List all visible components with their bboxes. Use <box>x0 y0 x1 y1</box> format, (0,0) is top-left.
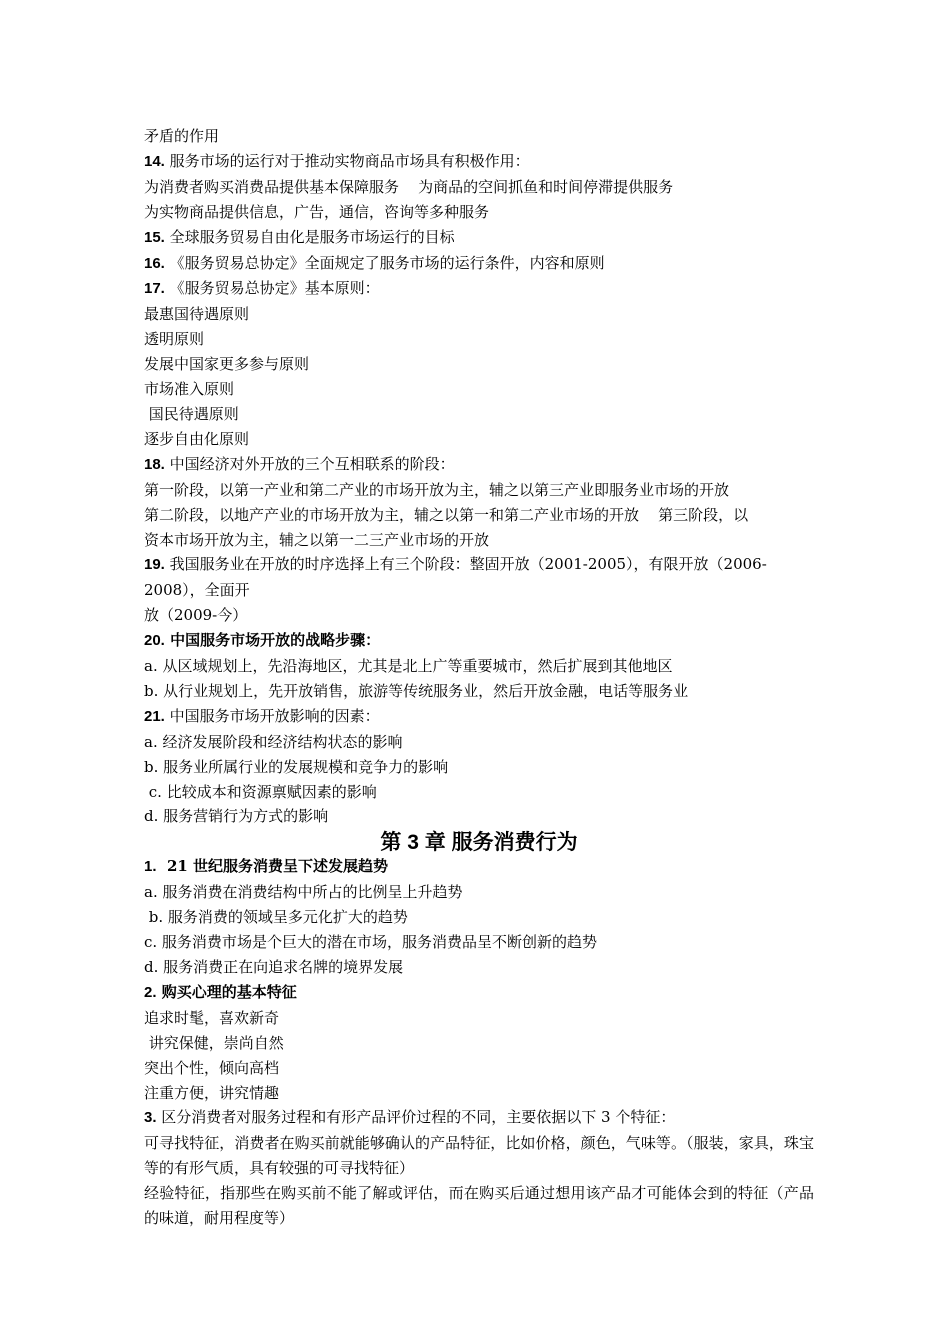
line-text: 注重方便，讲究情趣 <box>144 1083 280 1102</box>
text-line <box>144 327 814 352</box>
text-line <box>144 905 814 930</box>
item-number: 19. <box>144 556 165 574</box>
line-text: 21 世纪服务消费呈下述发展趋势 <box>156 857 389 876</box>
text-line <box>144 679 814 704</box>
text-line <box>144 427 814 452</box>
line-text: b. 服务消费的领域呈多元化扩大的趋势 <box>144 908 408 927</box>
line-text: a. 经济发展阶段和经济结构状态的影响 <box>144 732 403 751</box>
line-text: 市场准入原则 <box>144 380 235 399</box>
text-line <box>144 955 814 980</box>
text-line <box>144 124 814 149</box>
text-line <box>144 251 814 277</box>
text-line <box>144 225 814 251</box>
text-line <box>144 377 814 402</box>
line-text: 发展中国家更多参与原则 <box>144 355 310 374</box>
line-text: 第一阶段，以第一产业和第二产业的市场开放为主，辅之以第三产业即服务业市场的开放 <box>144 480 730 499</box>
chapter-title: 第 3 章 服务消费行为 <box>380 831 578 855</box>
line-text: 全球服务贸易自由化是服务市场运行的目标 <box>164 227 455 246</box>
line-text: 2008），全面开 <box>144 581 250 600</box>
line-text: 透明原则 <box>144 330 205 349</box>
text-line <box>144 302 814 327</box>
text-line <box>144 175 814 200</box>
text-line <box>144 276 814 302</box>
item-number: 14. <box>144 152 165 170</box>
item-number: 16. <box>144 254 165 272</box>
line-text: b. 服务业所属行业的发展规模和竞争力的影响 <box>144 757 449 776</box>
item-number: 3. <box>144 1109 157 1127</box>
line-text: 逐步自由化原则 <box>144 429 250 448</box>
text-line <box>144 528 814 553</box>
text-line <box>144 1081 814 1106</box>
text-line <box>144 478 814 503</box>
line-text: 第二阶段，以地产产业的市场开放为主，辅之以第一和第二产业市场的开放 第三阶段，以 <box>144 505 749 524</box>
line-text: c. 比较成本和资源禀赋因素的影响 <box>144 782 377 801</box>
text-line <box>144 654 814 679</box>
line-text: 讲究保健，崇尚自然 <box>144 1033 284 1052</box>
item-number: 1. <box>144 858 157 876</box>
line-text: 中国服务市场开放的战略步骤： <box>164 631 381 650</box>
line-text: 中国经济对外开放的三个互相联系的阶段： <box>164 454 455 473</box>
line-text: 《服务贸易总协定》全面规定了服务市场的运行条件，内容和原则 <box>164 253 605 272</box>
text-line <box>144 1181 814 1231</box>
text-line <box>144 1131 814 1181</box>
item-number: 15. <box>144 228 165 246</box>
item-number: 18. <box>144 455 165 473</box>
text-line <box>144 1105 814 1131</box>
item-number: 17. <box>144 280 165 298</box>
line-text: 可寻找特征，消费者在购买前就能够确认的产品特征，比如价格，颜色，气味等。（服装，家具，珠宝等的有形气质，具有较强的可寻找特征） <box>144 1134 814 1178</box>
line-text: 资本市场开放为主，辅之以第一二三产业市场的开放 <box>144 530 490 549</box>
line-text: 服务市场的运行对于推动实物商品市场具有积极作用： <box>164 151 530 170</box>
line-text: 中国服务市场开放影响的因素： <box>164 706 380 725</box>
text-line <box>144 603 814 628</box>
text-line <box>144 880 814 905</box>
text-line <box>144 352 814 377</box>
line-text: c. 服务消费市场是个巨大的潜在市场，服务消费品呈不断创新的趋势 <box>144 933 597 952</box>
text-block-chapter-2-continued <box>144 124 814 829</box>
line-text: d. 服务营销行为方式的影响 <box>144 807 329 826</box>
text-line <box>144 1031 814 1056</box>
item-number: 20. <box>144 632 165 650</box>
line-text: 突出个性，倾向高档 <box>144 1058 280 1077</box>
line-text: 放（2009-今） <box>144 606 248 625</box>
line-text: 经验特征，指那些在购买前不能了解或评估，而在购买后通过想用该产品才可能体会到的特征（产品的味道，耐用程度等） <box>144 1184 814 1228</box>
line-text: b. 从行业规划上，先开放销售，旅游等传统服务业，然后开放金融，电话等服务业 <box>144 681 689 700</box>
text-line <box>144 628 814 654</box>
item-number: 2. <box>144 983 157 1001</box>
line-text: 我国服务业在开放的时序选择上有三个阶段：整固开放（2001-2005），有限开放（2006- <box>164 555 767 574</box>
text-line <box>144 755 814 780</box>
text-line <box>144 704 814 730</box>
document-body <box>144 124 814 1231</box>
text-line <box>144 402 814 427</box>
line-text: 《服务贸易总协定》基本原则： <box>164 279 380 298</box>
line-text: 为实物商品提供信息，广告，通信，咨询等多种服务 <box>144 202 490 221</box>
text-line <box>144 503 814 528</box>
line-text: a. 服务消费在消费结构中所占的比例呈上升趋势 <box>144 883 463 902</box>
line-text: 矛盾的作用 <box>144 127 220 145</box>
text-line <box>144 980 814 1006</box>
line-text: 区分消费者对服务过程和有形产品评价过程的不同，主要依据以下 3 个特征： <box>156 1108 676 1127</box>
text-line <box>144 578 814 603</box>
text-line <box>144 780 814 805</box>
text-line <box>144 200 814 225</box>
line-text: a. 从区域规划上，先沿海地区，尤其是北上广等重要城市，然后扩展到其他地区 <box>144 657 673 676</box>
text-block-chapter-3 <box>144 854 814 1231</box>
text-line <box>144 854 814 880</box>
text-line <box>144 552 814 578</box>
text-line <box>144 149 814 175</box>
line-text: 追求时髦，喜欢新奇 <box>144 1008 280 1027</box>
item-number: 21. <box>144 707 165 725</box>
text-line <box>144 804 814 829</box>
text-line <box>144 1006 814 1031</box>
line-text: 为消费者购买消费品提供基本保障服务 为商品的空间抓鱼和时间停滞提供服务 <box>144 177 674 196</box>
text-line <box>144 730 814 755</box>
line-text: 购买心理的基本特征 <box>156 982 297 1001</box>
line-text: 最惠国待遇原则 <box>144 305 250 324</box>
line-text: 国民待遇原则 <box>144 404 239 423</box>
line-text: d. 服务消费正在向追求名牌的境界发展 <box>144 958 404 976</box>
text-line <box>144 930 814 955</box>
text-line <box>144 1056 814 1081</box>
text-line <box>144 452 814 478</box>
